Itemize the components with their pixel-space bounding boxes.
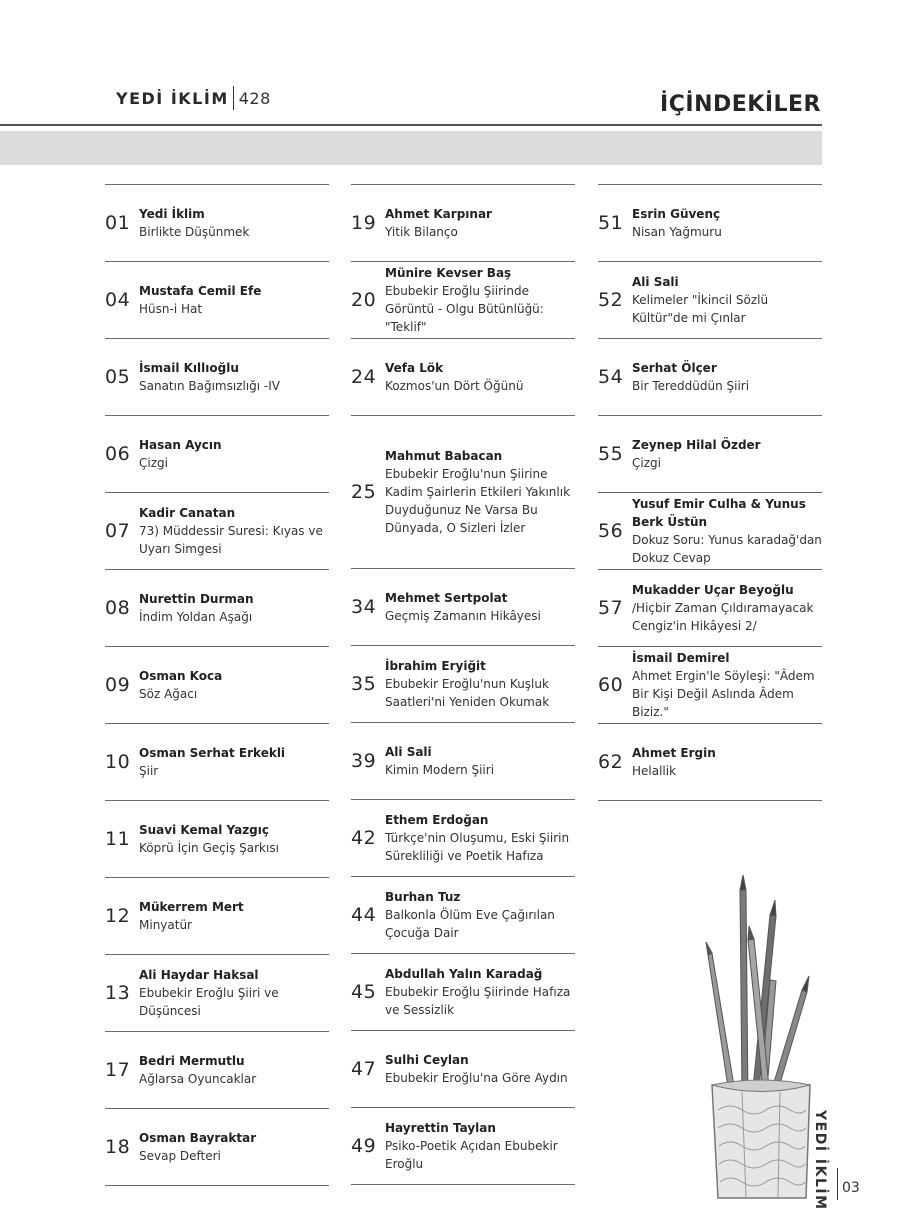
- toc-title: Türkçe'nin Oluşumu, Eski Şiirin Sürekliliği ve Poetik Hafıza: [385, 831, 570, 863]
- toc-author: Mahmut Babacan: [385, 449, 503, 463]
- toc-page-number: 44: [351, 904, 377, 926]
- toc-title: Kimin Modern Şiiri: [385, 763, 495, 777]
- toc-page-number: 07: [105, 520, 131, 542]
- toc-page-number: 11: [105, 828, 131, 850]
- section-title: İÇİNDEKİLER: [660, 92, 821, 117]
- toc-page-number: 18: [105, 1136, 131, 1158]
- toc-title: Nisan Yağmuru: [632, 225, 722, 239]
- toc-title: Ebubekir Eroğlu Şiirinde Hafıza ve Sessizlik: [385, 985, 571, 1017]
- toc-page-number: 10: [105, 751, 131, 773]
- toc-title: Ebubekir Eroğlu'nun Şiirine Kadim Şairlerin Etkileri Yakınlık Duyduğunuz Ne Varsa Bu Dünyada, O Sizleri İzler: [385, 467, 571, 535]
- toc-entry-text: [139, 1052, 329, 1088]
- toc-title: Kozmos'un Dört Öğünü: [385, 379, 524, 393]
- toc-title: 73) Müddessir Suresi: Kıyas ve Uyarı Simgesi: [139, 524, 323, 556]
- toc-entry[interactable]: [351, 722, 575, 799]
- toc-entry-text: [385, 1119, 575, 1173]
- toc-entry[interactable]: [105, 338, 329, 415]
- toc-author: Osman Bayraktar: [139, 1131, 257, 1145]
- toc-entry[interactable]: [598, 415, 822, 492]
- column-end-rule: [351, 1184, 575, 1185]
- toc-author: Hayrettin Taylan: [385, 1121, 496, 1135]
- toc-entry[interactable]: [598, 184, 822, 261]
- toc-entry-text: [385, 743, 575, 779]
- toc-entry-text: [632, 273, 822, 327]
- toc-entry-text: [139, 898, 329, 934]
- toc-entry[interactable]: [105, 646, 329, 723]
- magazine-brand: [116, 86, 271, 110]
- toc-entry-text: [385, 965, 575, 1019]
- toc-entry-text: [385, 1051, 575, 1087]
- toc-title: Yitik Bilanço: [385, 225, 458, 239]
- toc-page-number: 17: [105, 1059, 131, 1081]
- toc-entry-text: [139, 205, 329, 241]
- toc-author: Ali Sali: [632, 275, 679, 289]
- toc-title: Ebubekir Eroğlu Şiirinde Görüntü - Olgu Bütünlüğü: "Teklif": [385, 284, 544, 334]
- toc-entry-text: [139, 504, 329, 558]
- toc-entry-text: [139, 590, 329, 626]
- toc-entry-text: [385, 589, 575, 625]
- toc-entry-text: [139, 436, 329, 472]
- toc-author: Ahmet Karpınar: [385, 207, 492, 221]
- toc-page-number: 54: [598, 366, 624, 388]
- toc-page-number: 56: [598, 520, 624, 542]
- toc-author: Bedri Mermutlu: [139, 1054, 245, 1068]
- toc-page-number: 12: [105, 905, 131, 927]
- toc-entry-text: [385, 264, 575, 336]
- toc-title: Geçmiş Zamanın Hikâyesi: [385, 609, 541, 623]
- toc-entry-text: [632, 581, 822, 635]
- header-rule: [0, 124, 822, 126]
- toc-entry-text: [139, 282, 329, 318]
- toc-title: Dokuz Soru: Yunus karadağ'dan Dokuz Cevap: [632, 533, 822, 565]
- toc-page-number: 35: [351, 673, 377, 695]
- header-band: [0, 131, 822, 165]
- toc-title: Şiir: [139, 764, 159, 778]
- toc-author: Yusuf Emir Culha & Yunus Berk Üstün: [632, 497, 806, 529]
- toc-entry[interactable]: [351, 876, 575, 953]
- toc-author: Ethem Erdoğan: [385, 813, 489, 827]
- toc-column-2: [351, 184, 575, 1185]
- toc-entry-text: [632, 205, 822, 241]
- toc-page-number: 34: [351, 596, 377, 618]
- toc-entry-text: [139, 821, 329, 857]
- toc-entry[interactable]: [351, 1107, 575, 1184]
- toc-entry[interactable]: [105, 569, 329, 646]
- toc-author: İsmail Kıllıoğlu: [139, 361, 239, 375]
- toc-page-number: 08: [105, 597, 131, 619]
- toc-column-3: [598, 184, 822, 801]
- toc-entry[interactable]: [598, 569, 822, 646]
- toc-entry-text: [632, 436, 822, 472]
- brand-name: YEDİ İKLİM: [116, 88, 229, 108]
- page-number: 03: [842, 1180, 860, 1196]
- toc-title: Köprü İçin Geçiş Şarkısı: [139, 841, 279, 855]
- toc-title: Minyatür: [139, 918, 192, 932]
- toc-page-number: 24: [351, 366, 377, 388]
- toc-author: Ali Haydar Haksal: [139, 968, 259, 982]
- toc-page-number: 57: [598, 597, 624, 619]
- toc-title: Sanatın Bağımsızlığı -IV: [139, 379, 281, 393]
- toc-entry[interactable]: [105, 415, 329, 492]
- issue-number: 428: [238, 88, 271, 108]
- toc-page-number: 39: [351, 750, 377, 772]
- toc-page-number: 06: [105, 443, 131, 465]
- toc-title: Psiko-Poetik Açıdan Ebubekir Eroğlu: [385, 1139, 558, 1171]
- toc-entry-text: [385, 359, 575, 395]
- toc-entry[interactable]: [351, 953, 575, 1030]
- toc-title: Helallik: [632, 764, 677, 778]
- toc-author: Hasan Aycın: [139, 438, 222, 452]
- toc-author: Kadir Canatan: [139, 506, 236, 520]
- toc-author: Burhan Tuz: [385, 890, 461, 904]
- toc-page-number: 25: [351, 481, 377, 503]
- toc-entry[interactable]: [105, 723, 329, 800]
- toc-entry-text: [139, 359, 329, 395]
- toc-page-number: 13: [105, 982, 131, 1004]
- toc-author: İbrahim Eryiğit: [385, 659, 486, 673]
- toc-entry-text: [632, 359, 822, 395]
- toc-entry[interactable]: [105, 1031, 329, 1108]
- toc-page-number: 20: [351, 289, 377, 311]
- toc-entry[interactable]: [598, 723, 822, 800]
- toc-author: Serhat Ölçer: [632, 361, 717, 375]
- toc-author: Ali Sali: [385, 745, 432, 759]
- toc-entry-text: [385, 888, 575, 942]
- toc-title: Çizgi: [632, 456, 661, 470]
- toc-entry-text: [139, 744, 329, 780]
- toc-author: Ahmet Ergin: [632, 746, 716, 760]
- toc-page-number: 04: [105, 289, 131, 311]
- toc-column-1: [105, 184, 329, 1186]
- page-number-divider: [837, 1168, 838, 1200]
- toc-author: İsmail Demirel: [632, 651, 730, 665]
- toc-title: Birlikte Düşünmek: [139, 225, 250, 239]
- toc-title: Bir Tereddüdün Şiiri: [632, 379, 750, 393]
- toc-entry[interactable]: [351, 568, 575, 645]
- toc-entry[interactable]: [351, 1030, 575, 1107]
- toc-page-number: 45: [351, 981, 377, 1003]
- toc-title: Kelimeler "İkincil Sözlü Kültür"de mi Çınlar: [632, 293, 769, 325]
- toc-entry[interactable]: [598, 338, 822, 415]
- toc-entry-text: [139, 1129, 329, 1165]
- toc-entry[interactable]: [105, 877, 329, 954]
- toc-entry[interactable]: [351, 799, 575, 876]
- toc-entry[interactable]: [105, 954, 329, 1031]
- vertical-brand: YEDİ İKLİM: [812, 1110, 828, 1211]
- pencil-cup-illustration: [690, 870, 830, 1200]
- toc-author: Sulhi Ceylan: [385, 1053, 469, 1067]
- toc-entry-text: [385, 447, 575, 537]
- toc-title: Ebubekir Eroğlu'na Göre Aydın: [385, 1071, 568, 1085]
- brand-separator: [233, 86, 234, 110]
- toc-entry[interactable]: [105, 492, 329, 569]
- toc-page-number: 47: [351, 1058, 377, 1080]
- toc-author: Osman Koca: [139, 669, 223, 683]
- column-end-rule: [598, 800, 822, 801]
- toc-author: Esrin Güvenç: [632, 207, 721, 221]
- toc-entry-text: [385, 811, 575, 865]
- toc-page-number: 42: [351, 827, 377, 849]
- toc-title: Ahmet Ergin'le Söyleşi: "Âdem Bir Kişi Değil Aslında Âdem Biziz.": [632, 669, 815, 719]
- toc-author: Yedi İklim: [139, 207, 205, 221]
- toc-author: Mustafa Cemil Efe: [139, 284, 262, 298]
- toc-page-number: 55: [598, 443, 624, 465]
- toc-entry[interactable]: [598, 646, 822, 723]
- toc-title: /Hiçbir Zaman Çıldıramayacak Cengiz'in Hikâyesi 2/: [632, 601, 814, 633]
- toc-page-number: 52: [598, 289, 624, 311]
- toc-title: Sevap Defteri: [139, 1149, 221, 1163]
- toc-entry[interactable]: [598, 492, 822, 569]
- toc-entry[interactable]: [351, 184, 575, 261]
- toc-page-number: 05: [105, 366, 131, 388]
- toc-page-number: 49: [351, 1135, 377, 1157]
- toc-author: Mehmet Sertpolat: [385, 591, 508, 605]
- toc-author: Münire Kevser Baş: [385, 266, 512, 280]
- toc-entry-text: [385, 657, 575, 711]
- toc-entry[interactable]: [105, 800, 329, 877]
- toc-page-number: 62: [598, 751, 624, 773]
- toc-entry[interactable]: [351, 338, 575, 415]
- toc-entry-text: [632, 649, 822, 721]
- toc-entry[interactable]: [105, 1108, 329, 1185]
- toc-author: Osman Serhat Erkekli: [139, 746, 286, 760]
- toc-entry[interactable]: [105, 261, 329, 338]
- toc-entry[interactable]: [351, 645, 575, 722]
- toc-title: Çizgi: [139, 456, 168, 470]
- toc-author: Mükerrem Mert: [139, 900, 244, 914]
- toc-author: Abdullah Yalın Karadağ: [385, 967, 543, 981]
- toc-title: Ağlarsa Oyuncaklar: [139, 1072, 257, 1086]
- toc-entry[interactable]: [351, 261, 575, 338]
- toc-page-number: 09: [105, 674, 131, 696]
- toc-title: Söz Ağacı: [139, 687, 198, 701]
- toc-entry[interactable]: [105, 184, 329, 261]
- toc-author: Nurettin Durman: [139, 592, 254, 606]
- toc-title: İndim Yoldan Aşağı: [139, 610, 253, 624]
- column-end-rule: [105, 1185, 329, 1186]
- toc-author: Zeynep Hilal Özder: [632, 438, 761, 452]
- toc-entry[interactable]: [598, 261, 822, 338]
- toc-author: Mukadder Uçar Beyoğlu: [632, 583, 794, 597]
- toc-author: Vefa Lök: [385, 361, 444, 375]
- toc-entry-text: [139, 966, 329, 1020]
- toc-entry-text: [385, 205, 575, 241]
- toc-entry-text: [632, 495, 822, 567]
- toc-title: Hüsn-i Hat: [139, 302, 203, 316]
- toc-title: Ebubekir Eroğlu Şiiri ve Düşüncesi: [139, 986, 279, 1018]
- toc-title: Ebubekir Eroğlu'nun Kuşluk Saatleri'ni Yeniden Okumak: [385, 677, 550, 709]
- toc-entry-text: [139, 667, 329, 703]
- toc-page-number: 60: [598, 674, 624, 696]
- toc-title: Balkonla Ölüm Eve Çağırılan Çocuğa Dair: [385, 908, 555, 940]
- toc-entry-text: [632, 744, 822, 780]
- toc-page-number: 19: [351, 212, 377, 234]
- toc-entry[interactable]: [351, 415, 575, 568]
- toc-author: Suavi Kemal Yazgıç: [139, 823, 270, 837]
- toc-page-number: 01: [105, 212, 131, 234]
- toc-page-number: 51: [598, 212, 624, 234]
